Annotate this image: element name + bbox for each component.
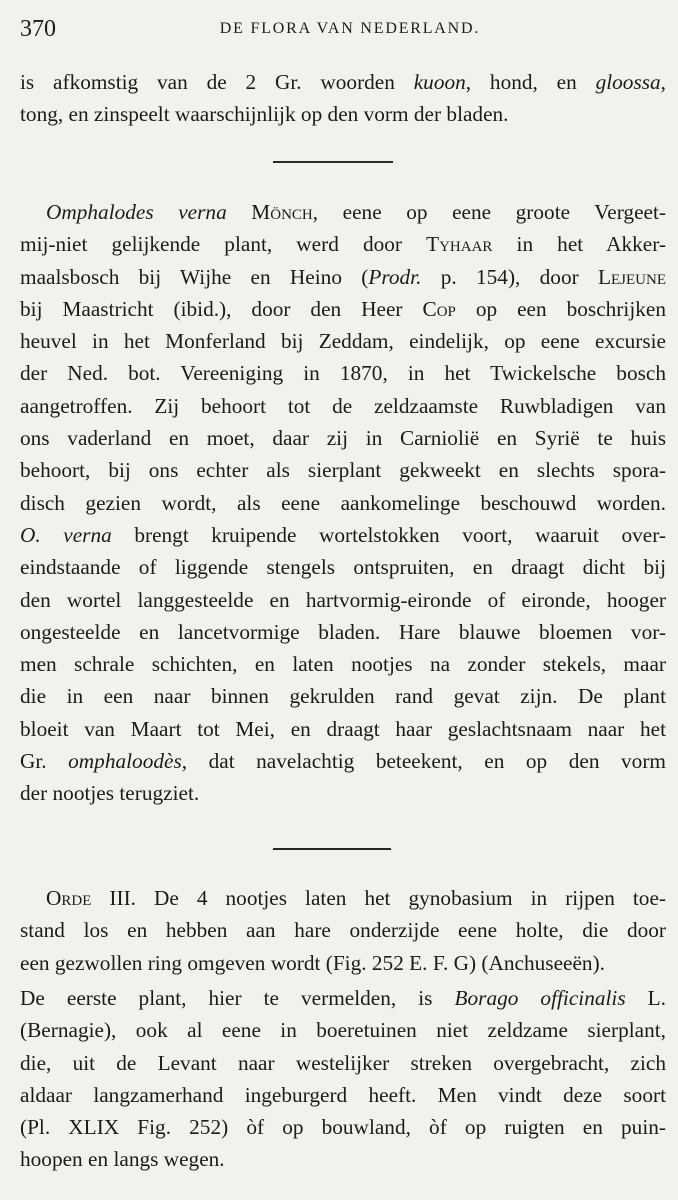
text-line: [20, 982, 666, 1014]
text-run: maalsbosch bij Wijhe en Heino (: [20, 264, 369, 289]
text-line: [20, 454, 666, 486]
text-run: hoopen en langs wegen.: [20, 1147, 225, 1172]
running-title: DE FLORA VAN NEDERLAND.: [219, 20, 481, 37]
text-run: Borago officinalis: [454, 986, 626, 1010]
text-run: , hond, en: [465, 70, 596, 94]
text-run: in het Akker-: [492, 232, 666, 257]
text-line: [20, 325, 666, 357]
text-run: der Ned. bot. Vereeniging in 1870, in het Twickelsche bosch: [20, 361, 666, 386]
text-run: bloeit van Maart tot Mei, en draagt haar geslachtsnaam naar het: [20, 716, 666, 741]
text-line: [20, 422, 666, 454]
text-run: , eene op eene groote Vergeet-: [312, 200, 666, 224]
text-run: kuoon: [413, 70, 466, 94]
text-line: [20, 293, 666, 325]
text-run: een gezwollen ring omgeven wordt (Fig. 252 E. F. G) (Anchuseeën).: [20, 950, 605, 975]
text-run: De eerste plant, hier te vermelden, is: [20, 986, 455, 1010]
text-run: op een boschrijken: [455, 296, 666, 321]
running-head: [20, 14, 660, 44]
text-line: [20, 1111, 666, 1143]
text-line: [20, 584, 666, 616]
paragraph-etymology: [20, 66, 666, 131]
text-line: [20, 98, 666, 130]
paragraph-orde-iii: [20, 882, 666, 979]
text-run: heuvel in het Monferland bij Zeddam, eindelijk, op eene excursie: [20, 329, 666, 354]
text-run: die in een naar binnen gekrulden rand gevat zijn. De plant: [20, 684, 666, 709]
section-divider: [273, 848, 391, 850]
text-line: [20, 680, 666, 712]
text-run: Gr.: [20, 749, 69, 774]
text-line: [20, 777, 666, 809]
text-run: (Bernagie), ook al eene in boeretuinen niet zeldzame sierplant,: [20, 1018, 666, 1043]
text-line: [20, 745, 666, 777]
text-run: ,: [660, 70, 666, 94]
text-run: p. 154), door: [421, 264, 598, 289]
text-run: Prodr.: [368, 264, 422, 289]
text-run: aldaar langzamerhand ingeburgerd heeft. Men vindt deze soort: [20, 1082, 666, 1107]
text-line: [20, 1047, 666, 1079]
text-line: [20, 228, 666, 260]
text-line: [20, 1014, 666, 1046]
text-run: ons vaderland en moet, daar zij in Carnioliё en Syriё te huis: [20, 426, 666, 451]
paragraph-omphalodes: [20, 196, 666, 810]
text-run: , dat navelachtig beteekent, en op den vorm: [181, 749, 666, 774]
text-line: [20, 66, 666, 98]
text-run: (Pl. XLIX Fig. 252) òf op bouwland, òf op ruigten en puin-: [20, 1115, 666, 1140]
text-run: disch gezien wordt, als eene aankomelinge beschouwd worden.: [20, 490, 666, 515]
text-run: Orde: [46, 886, 92, 910]
section-divider: [273, 161, 393, 163]
text-run: Mönch: [251, 200, 313, 224]
text-run: bij Maastricht (ibid.), door den Heer: [20, 296, 423, 321]
page-number: 370: [20, 16, 56, 42]
text-run: men schrale schichten, en laten nootjes na zonder stekels, maar: [20, 652, 666, 677]
text-line: [20, 648, 666, 680]
text-run: O. verna: [20, 522, 112, 547]
text-line: [20, 519, 666, 551]
text-run: mij-niet gelijkende plant, werd door: [20, 232, 427, 257]
text-run: [227, 200, 252, 224]
text-line: [20, 390, 666, 422]
text-line: [20, 1143, 666, 1175]
text-line: [20, 616, 666, 648]
text-run: is afkomstig van de 2 Gr. woorden: [20, 70, 414, 94]
text-run: Omphalodes verna: [46, 200, 227, 224]
text-line: [20, 882, 666, 914]
text-run: Tyhaar: [426, 232, 493, 257]
paragraph-borago: [20, 982, 666, 1176]
text-run: III. De 4 nootjes laten het gynobasium in rijpen toe-: [91, 886, 666, 910]
text-run: der nootjes terugziet.: [20, 781, 200, 806]
text-line: [20, 947, 666, 979]
text-run: Lejeune: [598, 264, 666, 289]
text-run: die, uit de Levant naar westelijker streken overgebracht, zich: [20, 1050, 666, 1075]
text-line: [20, 914, 666, 946]
text-line: [20, 487, 666, 519]
text-run: tong, en zinspeelt waarschijnlijk op den vorm der bladen.: [20, 102, 509, 127]
text-line: [20, 261, 666, 293]
text-run: L.: [625, 986, 666, 1010]
text-run: den wortel langgesteelde en hartvormig-eironde of eironde, hooger: [20, 587, 666, 612]
text-line: [20, 196, 666, 228]
text-run: omphaloodès: [68, 749, 182, 774]
text-run: stand los en hebben aan hare onderzijde eene holte, die door: [20, 918, 666, 943]
text-run: behoort, bij ons echter als sierplant gekweekt en slechts spora-: [20, 458, 666, 483]
text-line: [20, 357, 666, 389]
text-run: aangetroffen. Zij behoort tot de zeldzaamste Ruwbladigen van: [20, 393, 666, 418]
text-run: ongesteelde en lancetvormige bladen. Hare blauwe bloemen vor-: [20, 619, 666, 644]
text-run: brengt kruipende wortelstokken voort, waaruit over-: [111, 522, 666, 547]
text-run: eindstaande of liggende stengels ontspruiten, en draagt dicht bij: [20, 555, 666, 580]
text-run: Cop: [422, 296, 456, 321]
text-run: gloossa: [595, 70, 661, 94]
text-line: [20, 1079, 666, 1111]
text-line: [20, 713, 666, 745]
text-line: [20, 551, 666, 583]
